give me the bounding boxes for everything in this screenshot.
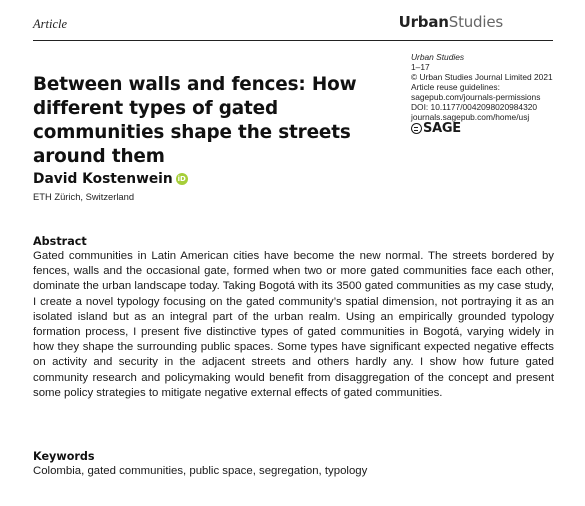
abstract-heading: Abstract: [33, 235, 87, 248]
meta-reuse-guidelines: Article reuse guidelines:: [411, 82, 500, 92]
journal-logo: [399, 13, 503, 31]
meta-journal-url[interactable]: journals.sagepub.com/home/usj: [411, 112, 530, 122]
meta-pages: 1–17: [411, 62, 430, 72]
meta-permissions-link[interactable]: sagepub.com/journals-permissions: [411, 92, 541, 102]
sage-logo-icon: [411, 123, 422, 134]
author-affiliation: ETH Zürich, Switzerland: [33, 191, 135, 202]
meta-copyright: © Urban Studies Journal Limited 2021: [411, 72, 553, 82]
abstract-body: Gated communities in Latin American cities have become the new normal. The streets bordered by fences, walls and the occasional gate, formed when two or more gated communities face each other, dominate the urban landscape today. Taking Bogotá with its 3500 gated communities as my case study, I create a novel typology focusing on the gated community’s spatial dimension, not portraying it as an isolated island but as an integral part of the urban realm. Using an empirically grounded typology formation process, I present five distinctive types of gated communities in Bogotá, varying widely in how they shape the surrounding public spaces. Some types have significant expected negative effects on activity and security in the adjacent streets and others hardly any. I show how future gated community research and policymaking would benefit from disaggregation of the concept and present some policy strategies to mitigate negative external effects of gated communities.: [33, 250, 554, 399]
publication-meta: [411, 52, 581, 134]
orcid-icon[interactable]: iD: [177, 175, 186, 183]
author-name: David Kostenwein: [33, 171, 173, 187]
journal-logo-word-studies: Studies: [448, 13, 503, 31]
keywords-heading: Keywords: [33, 450, 95, 463]
publisher-logo: [411, 120, 581, 136]
meta-journal-name: Urban Studies: [411, 52, 465, 62]
article-type-label: Article: [33, 17, 68, 31]
keywords-list: Colombia, gated communities, public space, segregation, typology: [33, 465, 368, 477]
meta-doi[interactable]: DOI: 10.1177/0042098020984320: [411, 102, 538, 112]
header-rule: [33, 40, 553, 41]
author-line: [33, 171, 188, 187]
journal-logo-word-urban: Urban: [398, 13, 449, 31]
article-title: Between walls and fences: How different types of gated communities shape the streets around them: [33, 74, 357, 167]
publisher-name: SAGE: [423, 120, 461, 136]
